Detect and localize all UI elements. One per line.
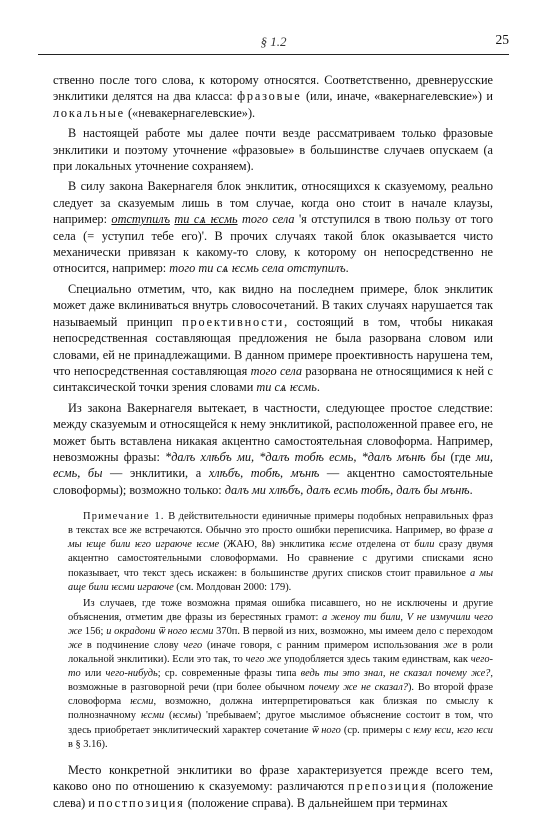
note-label: Примечание 1.	[83, 511, 165, 523]
paragraph-1	[53, 72, 493, 121]
footnote-block	[68, 510, 493, 752]
text: (см. Молдован 2000: 179).	[173, 581, 292, 593]
example: того села	[237, 212, 295, 227]
example: чего	[183, 640, 203, 651]
text: («невакернагелевские»).	[124, 105, 256, 120]
term-spaced: постпозиция	[97, 795, 185, 810]
text: (или, иначе, «вакернагелевские») и	[301, 89, 494, 104]
text: 'я отступился в твою пользу от того села (= уступил тебе его)'. В прочих случаях такой блок оказывается чисто механически привязан к какому-то слову, к которому он непосредственно не относится, например:	[53, 212, 493, 276]
example: далъ ми хлѣбъ, далъ есмь тобѣ, далъ бы мънѣ	[224, 482, 470, 497]
example-underlined: ти сѧ ѥсмь	[174, 212, 238, 227]
example: чего же	[245, 654, 282, 666]
example: хлѣбъ, тобѣ, мънѣ	[208, 466, 320, 481]
term-spaced: фразовые	[237, 89, 302, 104]
text: 156;	[82, 625, 107, 637]
text: — акцентно самостоятельные словоформы); возможно только:	[53, 466, 494, 497]
term-spaced: препозиция	[348, 779, 428, 794]
note-paragraph-2	[68, 597, 493, 752]
example: же	[443, 640, 458, 651]
text: , состоящий в том, чтобы никакая непосредственная составляющая предложения не была разорвана словом или словами, ей не принадлежащими. В данном примере проективность нарушена тем, что непосредственная составляющая	[53, 314, 494, 378]
text: или	[80, 668, 106, 680]
example: ѥсмы	[172, 710, 198, 722]
text: отделена от	[352, 539, 415, 551]
page-body	[53, 72, 493, 815]
text: ). Во второй фразе словоформа	[68, 682, 493, 708]
example: того ти сѧ ѥсмь села отступилъ	[169, 261, 346, 276]
text: , возможно, должна интерпретироваться как близкая по смыслу к полнозначному	[68, 696, 493, 722]
text: (	[164, 710, 173, 722]
example: ѿ ного	[311, 724, 341, 736]
example: а женоу ти били, V не измучили чего же	[68, 611, 493, 637]
text: в § 3.16).	[68, 738, 108, 750]
text: Из случаев, где тоже возможна прямая ошибка писавшего, но не исключены и другие объяснения, отметим две фразы из берестяных грамот:	[68, 597, 493, 623]
text: Специально отметим, что, как видно на последнем примере, блок энклитик может даже вклиниваться внутрь словосочетаний. В таких случаях нарушается так называемый принцип	[53, 281, 493, 329]
example: ти сѧ ѥсмь	[256, 380, 317, 395]
example: же	[68, 640, 83, 651]
text: (положение слева) и	[53, 779, 493, 810]
example: ѥсми	[130, 696, 154, 708]
example-underlined: отступилъ	[111, 212, 170, 227]
example: того села	[250, 363, 303, 378]
example: чего-нибудь	[105, 668, 158, 680]
page-number: 25	[495, 32, 509, 47]
text: .	[345, 261, 349, 276]
text: (положение справа). В дальнейшем при терминах	[184, 795, 448, 810]
term-spaced: локальные	[53, 105, 125, 120]
text: (иначе говоря, с ранним примером использования	[202, 640, 444, 651]
text: — энклитики, а	[102, 466, 209, 481]
paragraph-3	[53, 178, 493, 276]
text: (где	[445, 449, 476, 464]
text: В силу закона Вакернагеля блок энклитик, относящихся к сказуемому, реально следует за сказуемым лишь в том случае, когда оно стоит в начале клаузы, например:	[53, 179, 493, 227]
example: *далъ хлѣбъ ми, *далъ тобѣ есмь, *далъ мънѣ бы	[165, 449, 446, 464]
example: били	[414, 539, 435, 551]
text: .	[469, 482, 473, 497]
example: ведь ты это знал, не сказал почему же?	[300, 668, 491, 680]
term-spaced: проективности	[182, 314, 285, 329]
text: разорвана не относящимися к ней с синтаксической точки зрения словами	[53, 363, 494, 395]
example: ѥсми	[140, 710, 165, 722]
example: ми, есмь, бы	[53, 449, 493, 481]
paragraph-2: В настоящей работе мы далее почти везде рассматриваем только фразовые энклитики и поэтому уточнение «фразовые» в большинстве случаев опускаем (а при локальных уточнение сохраняем).	[53, 126, 493, 174]
example: ѥму ѥси, ѥго ѥси	[413, 724, 493, 736]
text: ственно после того слова, к которому относятся. Соответственно, древнерусские энклитики делятся на два класса:	[53, 73, 493, 104]
paragraph-5	[53, 400, 493, 498]
text: (ЖАЮ, 8в) энклитика	[219, 539, 330, 551]
text: в роли локальной энклитики). Если это так, то	[68, 640, 493, 666]
text: уподобляется здесь таким единствам, как	[281, 654, 471, 666]
example: и окрадони ѿ ного ѥсми	[106, 625, 214, 637]
example: ѥсме	[329, 539, 353, 551]
paragraph-4	[53, 281, 493, 396]
text: сразу двумя акцентно самостоятельными словоформами. Но сравнение с другими списками ясно показывает, что текст здесь искажен: в большинстве других списков стоит правильное	[68, 539, 493, 579]
note-paragraph-1	[68, 510, 493, 595]
text: ) 'пребываем'; другое мыслимое объяснение состоит в том, что здесь приобретает энклитический характер сочетание	[68, 710, 493, 736]
text: Из закона Вакернагеля вытекает, в частности, следующее простое следствие: между сказуемым и относящейся к нему энклитикой, расположенной правее его, не может быть вставлена никакая акцентно самостоятельная словоформа. Например, невозможны фразы:	[53, 400, 493, 464]
paragraph-6	[53, 762, 493, 811]
example: а мы ѥще били ѥго играюче ѥсме	[68, 525, 493, 551]
text: в подчинение слову	[82, 640, 184, 651]
text: 370п. В первой из них, возможно, мы имеем дело с переходом	[213, 625, 494, 637]
text: ; ср. современные фразы типа	[157, 668, 301, 680]
example: чего-то	[68, 654, 493, 680]
example: почему же не сказал?	[308, 682, 408, 694]
text: , возможные в разговорной речи (при более обычном	[68, 668, 493, 694]
text: Место конкретной энклитики во фразе характеризуется прежде всего тем, каково оно по отношению к сказуемому: различаются	[53, 762, 493, 794]
example: а мы аще били ѥсми играюче	[68, 567, 493, 593]
text: В действительности единичные примеры подобных неправильных фраз в текстах все же встречаются. Обычно это просто ошибки переписчика. Например, во фразе	[68, 511, 493, 537]
text: (ср. примеры с	[340, 724, 414, 736]
section-marker: § 1.2	[260, 34, 287, 49]
text: .	[316, 380, 320, 395]
running-header	[38, 32, 509, 55]
